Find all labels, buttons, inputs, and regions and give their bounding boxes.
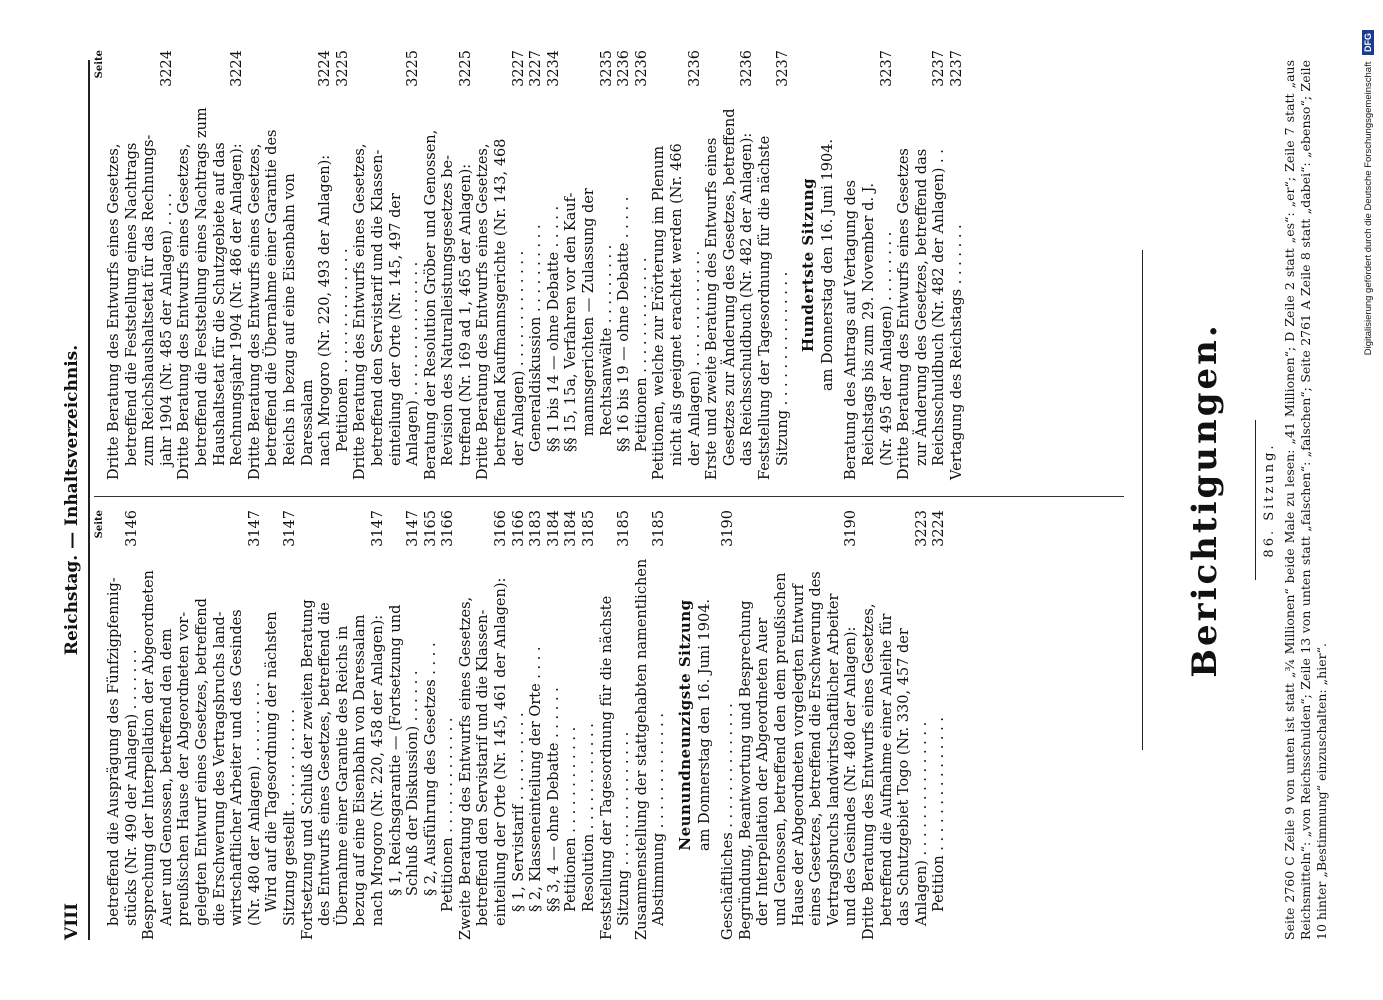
toc-entry [159, 50, 177, 480]
toc-entry [563, 50, 581, 480]
toc-entry [896, 50, 914, 480]
toc-entry-page: 3183 [528, 510, 545, 547]
toc-entry-text: Begründung, Beantwortung und Besprechung [737, 600, 754, 940]
toc-entry-text: stücks (Nr. 490 der Anlagen) . . . . . . . [123, 649, 140, 926]
toc-entry-text: nicht als geeignet erachtet werden (Nr. 466 [669, 143, 685, 466]
toc-entry-text: Petitionen . . . . . . . . . . . . [563, 726, 580, 912]
toc-entry [212, 50, 230, 480]
toc-entry-page: 3225 [334, 50, 351, 87]
session-date: am Donnerstag den 16. Juni 1904. [696, 598, 713, 852]
toc-entry-text: Petitionen . . . . . . . . . . . . . . [334, 248, 351, 452]
toc-entry-page: 3166 [493, 510, 510, 547]
toc-entry [493, 510, 511, 940]
toc-entry-page: 3147 [405, 510, 422, 547]
toc-entry [247, 50, 265, 480]
seite-label: Seite [94, 510, 105, 539]
toc-entry-text: betreffend die Feststellung eines Nachtrags zum [193, 107, 210, 466]
digitization-note [1362, 0, 1378, 1000]
toc-entry-page: 3147 [246, 510, 263, 547]
toc-entry-page: 3185 [581, 510, 598, 547]
toc-entry-page: 3190 [720, 510, 737, 547]
toc-entry-text: Hause der Abgeordneten vorgelegten Entwurf [790, 584, 807, 926]
toc-entry [563, 510, 581, 940]
toc-entry-text: Sitzung . . . . . . . . . . . . . . . [774, 271, 791, 466]
toc-entry-text: Schluß der Diskussion) . . . . . . [405, 670, 422, 896]
right-column [94, 50, 967, 480]
toc-entry-page: 3237 [774, 50, 791, 87]
toc-entry-page: 3185 [616, 510, 633, 547]
session-title: Neunundneunzigste Sitzung [676, 599, 694, 851]
dfg-logo: DFG [1362, 30, 1374, 55]
running-title: Reichstag. — Inhaltsverzeichnis. [62, 344, 82, 656]
toc-entry [124, 50, 142, 480]
toc-entry [405, 510, 423, 940]
toc-entry-text: betreffend den Servistarif und die Klassen- [369, 149, 386, 466]
toc-entry-text: zur Änderung des Gesetzes, betreffend das [913, 148, 930, 466]
toc-entry-page: 3225 [457, 50, 474, 87]
toc-entry [440, 50, 458, 480]
toc-entry-text: Vertragsbruchs landwirtschaftlicher Arbeiter [825, 593, 842, 926]
toc-entry [352, 510, 370, 940]
toc-entry-page: 3146 [123, 510, 140, 547]
toc-entry-text: Revision des Naturalleistungsgesetzes be- [440, 155, 457, 466]
toc-entry-text: § 2, Klasseneinteilung der Orte . . . . [528, 646, 545, 912]
toc-entry-text: § 2, Ausführung des Gesetzes . . . . [422, 642, 439, 896]
toc-entry-text: Dritte Beratung des Entwurfs eines Gesetzes, [176, 143, 193, 480]
toc-entry-text: Rechtsanwälte . . . . . . . . . [598, 244, 615, 436]
toc-entry-page: 3236 [616, 50, 633, 87]
toc-entry-text: Beratung des Antrags auf Vertagung des [843, 180, 860, 480]
toc-entry-text: Erste und zweite Beratung des Entwurfs eines [704, 137, 721, 480]
toc-entry [546, 510, 564, 940]
toc-entry [141, 50, 159, 480]
toc-entry [791, 510, 809, 940]
toc-entry [458, 510, 476, 940]
toc-entry [176, 50, 194, 480]
toc-entry [423, 510, 441, 940]
toc-entry [335, 50, 353, 480]
toc-entry-text: des Entwurfs eines Gesetzes, betreffend die [317, 602, 334, 926]
berichtigungen-heading: Berichtigungen. [1185, 322, 1225, 678]
toc-entry-page: 3184 [545, 510, 562, 547]
toc-entry-page: 3237 [948, 50, 965, 87]
toc-entry-text: einteilung der Orte (Nr. 145, 461 der Anlagen): [493, 577, 510, 926]
toc-entry-page: 3224 [317, 50, 334, 87]
toc-entry [159, 510, 177, 940]
toc-entry [931, 50, 949, 480]
toc-entry [511, 510, 529, 940]
toc-entry-page: 3147 [281, 510, 298, 547]
session-title: Hundertste Sitzung [799, 177, 818, 353]
toc-entry [669, 50, 687, 480]
toc-entry [440, 510, 458, 940]
toc-entry [317, 510, 335, 940]
toc-entry-page: 3227 [510, 50, 527, 87]
toc-entry-text: §§ 15, 15a, Verfahren vor den Kauf- [563, 192, 580, 452]
berichtigungen-sitzung: 86. Sitzung. [1262, 442, 1277, 558]
toc-entry [282, 50, 317, 480]
toc-entry [546, 50, 564, 480]
toc-entry-text: Zweite Beratung des Entwurfs eines Gesetzes, [457, 596, 474, 940]
digitization-text: Digitalisierung gefördert durch die Deutsche Forschungsgemeinschaft [1363, 61, 1374, 356]
toc-entry [826, 510, 844, 940]
toc-entry [599, 510, 617, 940]
toc-entry [634, 50, 652, 480]
toc-entry-text: betreffend die Übernahme einer Garantie des [264, 129, 281, 466]
toc-entry-text: zum Reichshaushaltsetat für das Rechnungs- [141, 134, 158, 466]
toc-entry [879, 510, 897, 940]
page-number: VIII [62, 902, 82, 940]
toc-entry-text: Vertagung des Reichstags . . . . . . . [948, 224, 965, 480]
toc-entry-text: betreffend den Servistarif und die Klassen- [475, 609, 492, 926]
toc-entry-text: Abstimmung . . . . . . . . . . . . . [651, 713, 668, 926]
toc-entry-text: mannsgerichten — Zulassung der [581, 188, 598, 436]
toc-entry [914, 50, 932, 480]
column-separator [94, 496, 1124, 497]
toc-entry-page: 3223 [913, 510, 930, 547]
toc-entry-text: nach Mrogoro (Nr. 220, 493 der Anlagen): [317, 154, 334, 466]
toc-entry-text: Petitionen . . . . . . . . . . . . . [440, 717, 457, 912]
toc-entry-text: und des Gesindes (Nr. 480 der Anlagen): [843, 626, 860, 926]
toc-entries-right [106, 50, 792, 480]
toc-entry-text: betreffend die Aufnahme einer Anleihe für [878, 613, 895, 926]
toc-entry-text: Dritte Beratung des Entwurfs eines Gesetzes, [246, 143, 263, 480]
toc-entry [264, 510, 282, 940]
toc-entry-text: Anlagen) . . . . . . . . . . . . . . . [405, 261, 422, 466]
toc-entry-text: Fortsetzung und Schluß der zweiten Beratung [299, 599, 316, 940]
toc-entry [317, 50, 335, 480]
toc-entry-text: Petition . . . . . . . . . . . . . . . [931, 717, 948, 912]
toc-entry-text: Dritte Beratung des Entwurfs eines Gesetzes, [860, 603, 877, 940]
toc-entry-page: 3165 [422, 510, 439, 547]
short-divider [1255, 420, 1256, 580]
toc-entry [511, 50, 529, 480]
toc-entry-text: Geschäftliches . . . . . . . . . . . . . . [720, 703, 737, 940]
toc-entry-text: Feststellung der Tagesordnung für die nächste [598, 595, 615, 940]
toc-entry [229, 510, 247, 940]
toc-entry-text: Dritte Beratung des Entwurfs eines Gesetzes, [352, 143, 369, 480]
toc-entry [194, 510, 212, 940]
toc-entries-left-2 [720, 510, 949, 940]
toc-entry-text: Reichs in bezug auf eine Eisenbahn von Daressalam [281, 173, 316, 466]
toc-entry [775, 50, 793, 480]
toc-entry-page: 3190 [843, 510, 860, 547]
toc-entry [651, 510, 669, 940]
toc-entry-page: 3225 [405, 50, 422, 87]
toc-entry-page: 3184 [563, 510, 580, 547]
toc-entry-text: Dritte Beratung des Entwurfs eines Gesetzes [896, 148, 913, 480]
toc-entry [931, 510, 949, 940]
toc-entry [914, 510, 932, 940]
toc-entry-text: § 1, Reichsgarantie — (Fortsetzung und [387, 604, 404, 896]
left-column [94, 510, 949, 940]
toc-entry-page: 3166 [440, 510, 457, 547]
toc-entry-text: der Anlagen) . . . . . . . . . . . . . [510, 250, 527, 466]
toc-entry-text: Reichsschuldbuch (Nr. 482 der Anlagen) . . [931, 149, 948, 466]
toc-entry-text: Dritte Beratung des Entwurfs eines Gesetzes, [106, 143, 122, 480]
toc-entry-text: Feststellung der Tagesordnung für die nächste [756, 135, 773, 480]
toc-entry-text: Übernahme einer Garantie des Reichs in [334, 625, 351, 926]
toc-entry-text: Auer und Genossen, betreffend den dem [158, 628, 175, 926]
toc-entry-text: § 1, Servistarif . . . . . . . . . . [510, 712, 527, 912]
toc-entry [739, 50, 757, 480]
toc-entry-text: Haushaltsetat für die Schutzgebiete auf das [211, 142, 228, 466]
section-divider [1142, 250, 1143, 750]
toc-entry-page: 3235 [598, 50, 615, 87]
toc-entry [528, 50, 546, 480]
toc-entry [687, 50, 705, 480]
toc-entry [581, 510, 599, 940]
toc-entry-text: der Anlagen) . . . . . . . . . . . . . [686, 250, 703, 466]
toc-entry-text: das Reichsschuldbuch (Nr. 482 der Anlagen): [739, 132, 756, 466]
berichtigungen-text: Seite 2760 C Zeile 9 von unten ist statt „¾ Millionen“ beide Male zu lesen: „41 Millionen“; D Zeile 2 statt „es“: „er“; Zeile 7 statt „aus Reichsmitteln“: „von Reichsschulden“; Zeile 13 von unten statt „falschen“: „falschen“; Seite 2761 A Zeile 8 statt „dabei“: „ebenso“; Zeile 10 hinter „Bestimmung“ einzuschalten: „hier“. [1282, 60, 1329, 940]
toc-entry-page: 3236 [633, 50, 650, 87]
toc-entry-text: bezug auf eine Eisenbahn von Daressalam [352, 614, 369, 926]
toc-entry [722, 50, 740, 480]
toc-entry [651, 50, 669, 480]
toc-entry-text: das Schutzgebiet Togo (Nr. 330, 457 der [896, 628, 913, 926]
toc-entry [879, 50, 897, 480]
toc-entry-page: 3224 [229, 50, 246, 87]
toc-entry-text: jahr 1904 (Nr. 485 der Anlagen) . . . . [158, 193, 175, 466]
toc-entry-text: die Erschwerung des Vertragsbruchs land- [211, 611, 228, 926]
header-rule [88, 60, 90, 940]
toc-entry-page: 3237 [931, 50, 948, 87]
toc-entry-page: 3227 [528, 50, 545, 87]
toc-entry [896, 510, 914, 940]
toc-entry-text: (Nr. 480 der Anlagen) . . . . . . . . . [246, 682, 263, 926]
toc-entry-page: 3166 [510, 510, 527, 547]
toc-entries-right-2 [843, 50, 966, 480]
seite-label: Seite [94, 50, 105, 79]
toc-entry-text: Besprechung der Interpellation der Abgeordneten [141, 570, 158, 940]
toc-entry-text: Wird auf die Tagesordnung der nächsten [264, 611, 281, 912]
toc-entry [704, 50, 722, 480]
toc-entry [106, 510, 124, 940]
toc-entry-text: (Nr. 495 der Anlagen) . . . . . . . . [878, 231, 895, 466]
toc-entry-text: Dritte Beratung des Entwurfs eines Gesetzes, [475, 143, 492, 480]
toc-entry-text: §§ 16 bis 19 — ohne Debatte . . . . . [616, 196, 633, 452]
toc-entry [861, 510, 879, 940]
toc-entry [861, 50, 879, 480]
toc-entry-page: 3185 [651, 510, 668, 547]
toc-entry [755, 510, 773, 940]
toc-entry-text: eines Gesetzes, betreffend die Erschwerung des [808, 571, 825, 926]
toc-entry [773, 510, 791, 940]
toc-entry-text: nach Mrogoro (Nr. 220, 458 der Anlagen): [369, 614, 386, 926]
toc-entry-page: 3147 [369, 510, 386, 547]
toc-entry [264, 50, 282, 480]
toc-entry-text: wirtschaftlicher Arbeiter und des Gesindes [229, 609, 246, 926]
toc-entry-text: betreffend die Ausprägung des Fünfzigpfennig- [106, 577, 122, 926]
toc-entry [388, 50, 406, 480]
toc-entry [581, 50, 599, 480]
page-header [62, 60, 84, 940]
toc-entry [634, 510, 652, 940]
toc-entry-page: 3224 [931, 510, 948, 547]
toc-entry [194, 50, 212, 480]
toc-entry [106, 50, 124, 480]
toc-entry [949, 50, 967, 480]
toc-entry-text: Resolution . . . . . . . . . . . . [581, 723, 598, 912]
toc-entry [423, 50, 441, 480]
toc-entry-text: betreffend Kaufmannsgerichte (Nr. 143, 468 [493, 138, 510, 466]
toc-entry [528, 510, 546, 940]
toc-entry [229, 50, 247, 480]
toc-entry [370, 510, 388, 940]
toc-entries-left [106, 510, 669, 940]
toc-entry-text: preußischen Hause der Abgeordneten vor- [176, 611, 193, 926]
toc-entry-text: treffend (Nr. 169 ad 1, 465 der Anlagen): [457, 163, 474, 466]
toc-entry [475, 510, 493, 940]
toc-entry [388, 510, 406, 940]
toc-entry [843, 50, 861, 480]
session-date: am Donnerstag den 16. Juni 1904. [819, 138, 836, 392]
toc-entry-page: 3236 [686, 50, 703, 87]
toc-entry [738, 510, 756, 940]
toc-entry-page: 3224 [158, 50, 175, 87]
toc-entry [124, 510, 142, 940]
toc-entry [843, 510, 861, 940]
toc-entry-text: §§ 3, 4 — ohne Debatte . . . . . . [545, 687, 562, 912]
toc-entry-text: §§ 1 bis 14 — ohne Debatte . . . . . [545, 205, 562, 452]
toc-entry-text: Zusammenstellung der stattgehabten namentlichen [633, 558, 650, 940]
toc-entry-page: 3236 [739, 50, 756, 87]
toc-entry [335, 510, 353, 940]
toc-entry-text: Anlagen) . . . . . . . . . . . . . . . [913, 721, 930, 926]
toc-entry-page: 3234 [545, 50, 562, 87]
toc-entry-text: Sitzung gestellt . . . . . . . . . . . [281, 709, 298, 926]
toc-entry [300, 510, 318, 940]
toc-entry-text: der Interpellation der Abgeordneten Auer [755, 617, 772, 926]
toc-entry-text: Generaldiskussion . . . . . . . . . . [528, 224, 545, 452]
toc-entry-text: einteilung der Orte (Nr. 145, 497 der [387, 193, 404, 466]
toc-entry-text: und Genossen, betreffend den dem preußischen [772, 572, 789, 926]
toc-entry-text: Reichstags bis zum 29. November d. J. [860, 183, 877, 466]
toc-entry [458, 50, 476, 480]
toc-entry [212, 510, 230, 940]
toc-entry [405, 50, 423, 480]
toc-entry-text: Petitionen . . . . . . . . . . . . . [633, 257, 650, 452]
toc-entry [493, 50, 511, 480]
toc-entry-text: Gesetzes zur Änderung des Gesetzes, betreffend [721, 108, 738, 466]
toc-entry-text: betreffend die Feststellung eines Nachtrags [123, 142, 140, 466]
toc-entry [282, 510, 300, 940]
toc-entry-text: gelegten Entwurf eines Gesetzes, betreffend [193, 598, 210, 926]
toc-entry-page: 3237 [878, 50, 895, 87]
toc-entry [176, 510, 194, 940]
toc-entry-text: Petitionen, welche zur Erörterung im Plenum [651, 145, 668, 480]
toc-entry-text: Beratung der Resolution Gröber und Genossen, [422, 129, 439, 480]
toc-entry-text: Sitzung . . . . . . . . . . . . . . . [616, 731, 633, 926]
toc-entry [247, 510, 265, 940]
toc-entry [141, 510, 159, 940]
toc-entry [720, 510, 738, 940]
toc-entry-text: Rechnungsjahr 1904 (Nr. 486 der Anlagen): [229, 143, 246, 466]
toc-entry [599, 50, 617, 480]
toc-entry [475, 50, 493, 480]
toc-entry [757, 50, 775, 480]
toc-entry [616, 510, 634, 940]
toc-entry [808, 510, 826, 940]
toc-entry [370, 50, 388, 480]
toc-entry [352, 50, 370, 480]
toc-entry [616, 50, 634, 480]
